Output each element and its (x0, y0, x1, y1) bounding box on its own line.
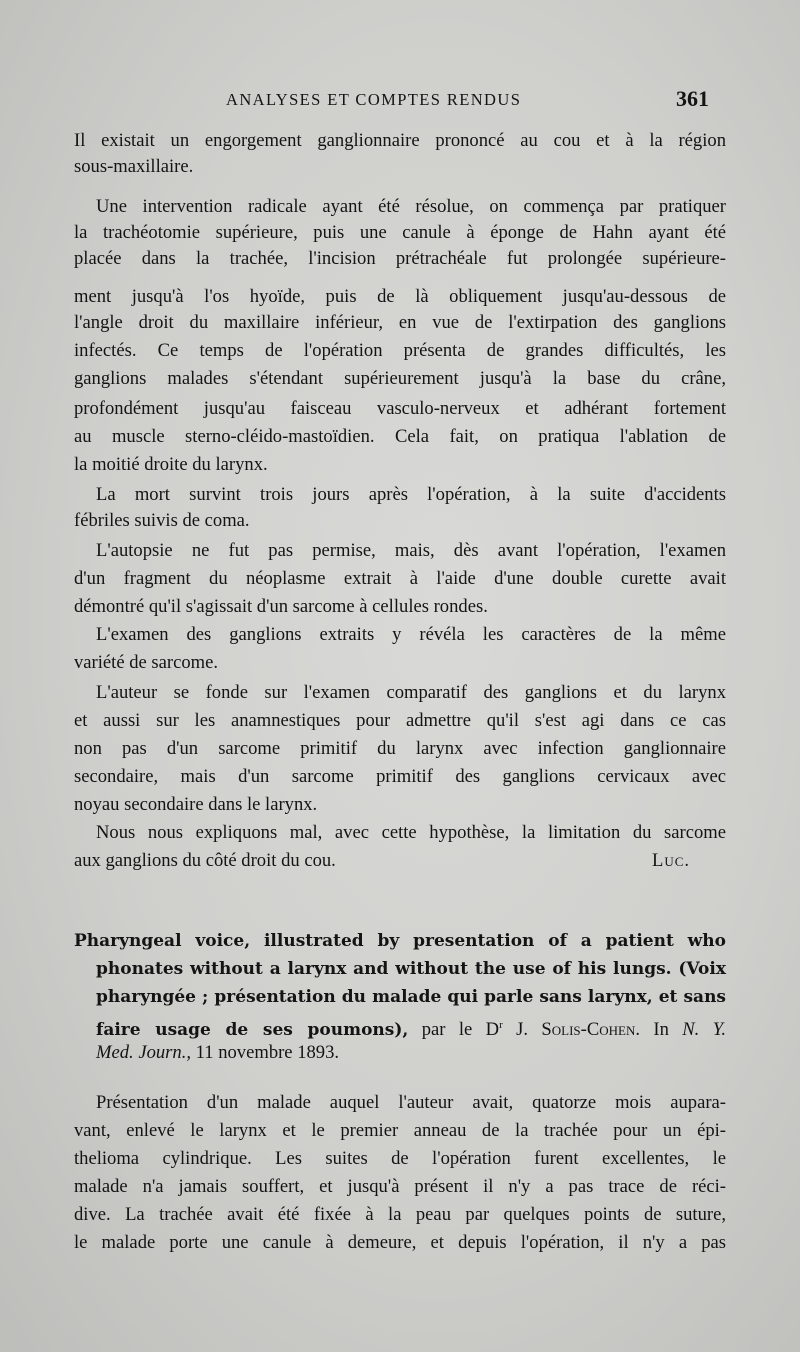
article-title-line: phonates without a larynx and without the use of his lungs. (Voix (96, 959, 726, 979)
running-title: ANALYSES ET COMPTES RENDUS (226, 90, 522, 109)
author-signature: Luc. (652, 850, 691, 871)
text-line: ganglions malades s'étendant supérieurement jusqu'à la base du crâne, (74, 368, 726, 389)
text-line: L'auteur se fonde sur l'examen comparatif des ganglions et du larynx (96, 682, 726, 703)
text-line: Une intervention radicale ayant été résolue, on commença par pratiquer (96, 196, 726, 217)
text-line: Nous nous expliquons mal, avec cette hypothèse, la limitation du sarcome (96, 822, 726, 843)
text-line: malade n'a jamais souffert, et jusqu'à présent il n'y a pas trace de réci- (74, 1176, 726, 1197)
text-line: la trachéotomie supérieure, puis une canule à éponge de Hahn ayant été (74, 222, 726, 243)
text-line: noyau secondaire dans le larynx. (74, 794, 318, 815)
publication-date: 11 novembre 1893. (191, 1042, 340, 1063)
ref-text: In (640, 1019, 683, 1041)
text-line: variété de sarcome. (74, 652, 219, 673)
text-line: L'autopsie ne fut pas permise, mais, dès avant l'opération, l'examen (96, 540, 726, 561)
journal-name: Med. Journ., (96, 1042, 192, 1063)
text-line: thelioma cylindrique. Les suites de l'opération furent excellentes, le (74, 1148, 726, 1169)
text-line: et aussi sur les anamnestiques pour admettre qu'il s'est agi dans ce cas (74, 710, 726, 731)
text-line: vant, enlevé le larynx et le premier anneau de la trachée pour un épi- (74, 1120, 726, 1141)
text-line: sous-maxillaire. (74, 156, 194, 177)
text-line: ment jusqu'à l'os hyoïde, puis de là obliquement jusqu'au-dessous de (74, 286, 726, 307)
text-line: aux ganglions du côté droit du cou. (74, 850, 336, 871)
article-author: J. Solis-Cohen. (502, 1019, 640, 1041)
page-header (0, 86, 800, 120)
article-title-line: pharyngée ; présentation du malade qui parle sans larynx, et sans (96, 987, 726, 1007)
text-line: placée dans la trachée, l'incision prétrachéale fut prolongée supérieure- (74, 248, 726, 269)
text-line: profondément jusqu'au faisceau vasculo-nerveux et adhérant fortement (74, 398, 726, 419)
journal-name: N. Y. (682, 1019, 726, 1041)
text-line: infectés. Ce temps de l'opération présenta de grandes difficultés, les (74, 340, 726, 361)
text-line: fébriles suivis de coma. (74, 510, 250, 531)
text-line: la moitié droite du larynx. (74, 454, 268, 475)
ref-text: par le D (408, 1019, 500, 1041)
text-line: d'un fragment du néoplasme extrait à l'aide d'une double curette avait (74, 568, 726, 589)
text-line: l'angle droit du maxillaire inférieur, en vue de l'extirpation des ganglions (74, 312, 726, 333)
text-line: La mort survint trois jours après l'opération, à la suite d'accidents (96, 484, 726, 505)
ref-superscript: r (499, 1019, 503, 1031)
text-line: secondaire, mais d'un sarcome primitif des ganglions cervicaux avec (74, 766, 726, 787)
text-line: démontré qu'il s'agissait d'un sarcome à cellules rondes. (74, 596, 488, 617)
text-line: dive. La trachée avait été fixée à la peau par quelques points de suture, (74, 1204, 726, 1225)
text-line: Présentation d'un malade auquel l'auteur avait, quatorze mois aupara- (96, 1092, 726, 1113)
page-number: 361 (676, 86, 709, 111)
article-title-line: Pharyngeal voice, illustrated by presentation of a patient who (74, 931, 726, 951)
article-reference-line (96, 1040, 726, 1066)
text-line: le malade porte une canule à demeure, et depuis l'opération, il n'y a pas (74, 1232, 726, 1253)
text-line: Il existait un engorgement ganglionnaire prononcé au cou et à la région (74, 130, 726, 151)
text-line: au muscle sterno-cléido-mastoïdien. Cela fait, on pratiqua l'ablation de (74, 426, 726, 447)
article-title-end: faire usage de ses poumons), (96, 1020, 409, 1041)
text-line: L'examen des ganglions extraits y révéla les caractères de la même (96, 624, 726, 645)
article-reference-line (96, 1012, 726, 1041)
text-line: non pas d'un sarcome primitif du larynx avec infection ganglionnaire (74, 738, 726, 759)
